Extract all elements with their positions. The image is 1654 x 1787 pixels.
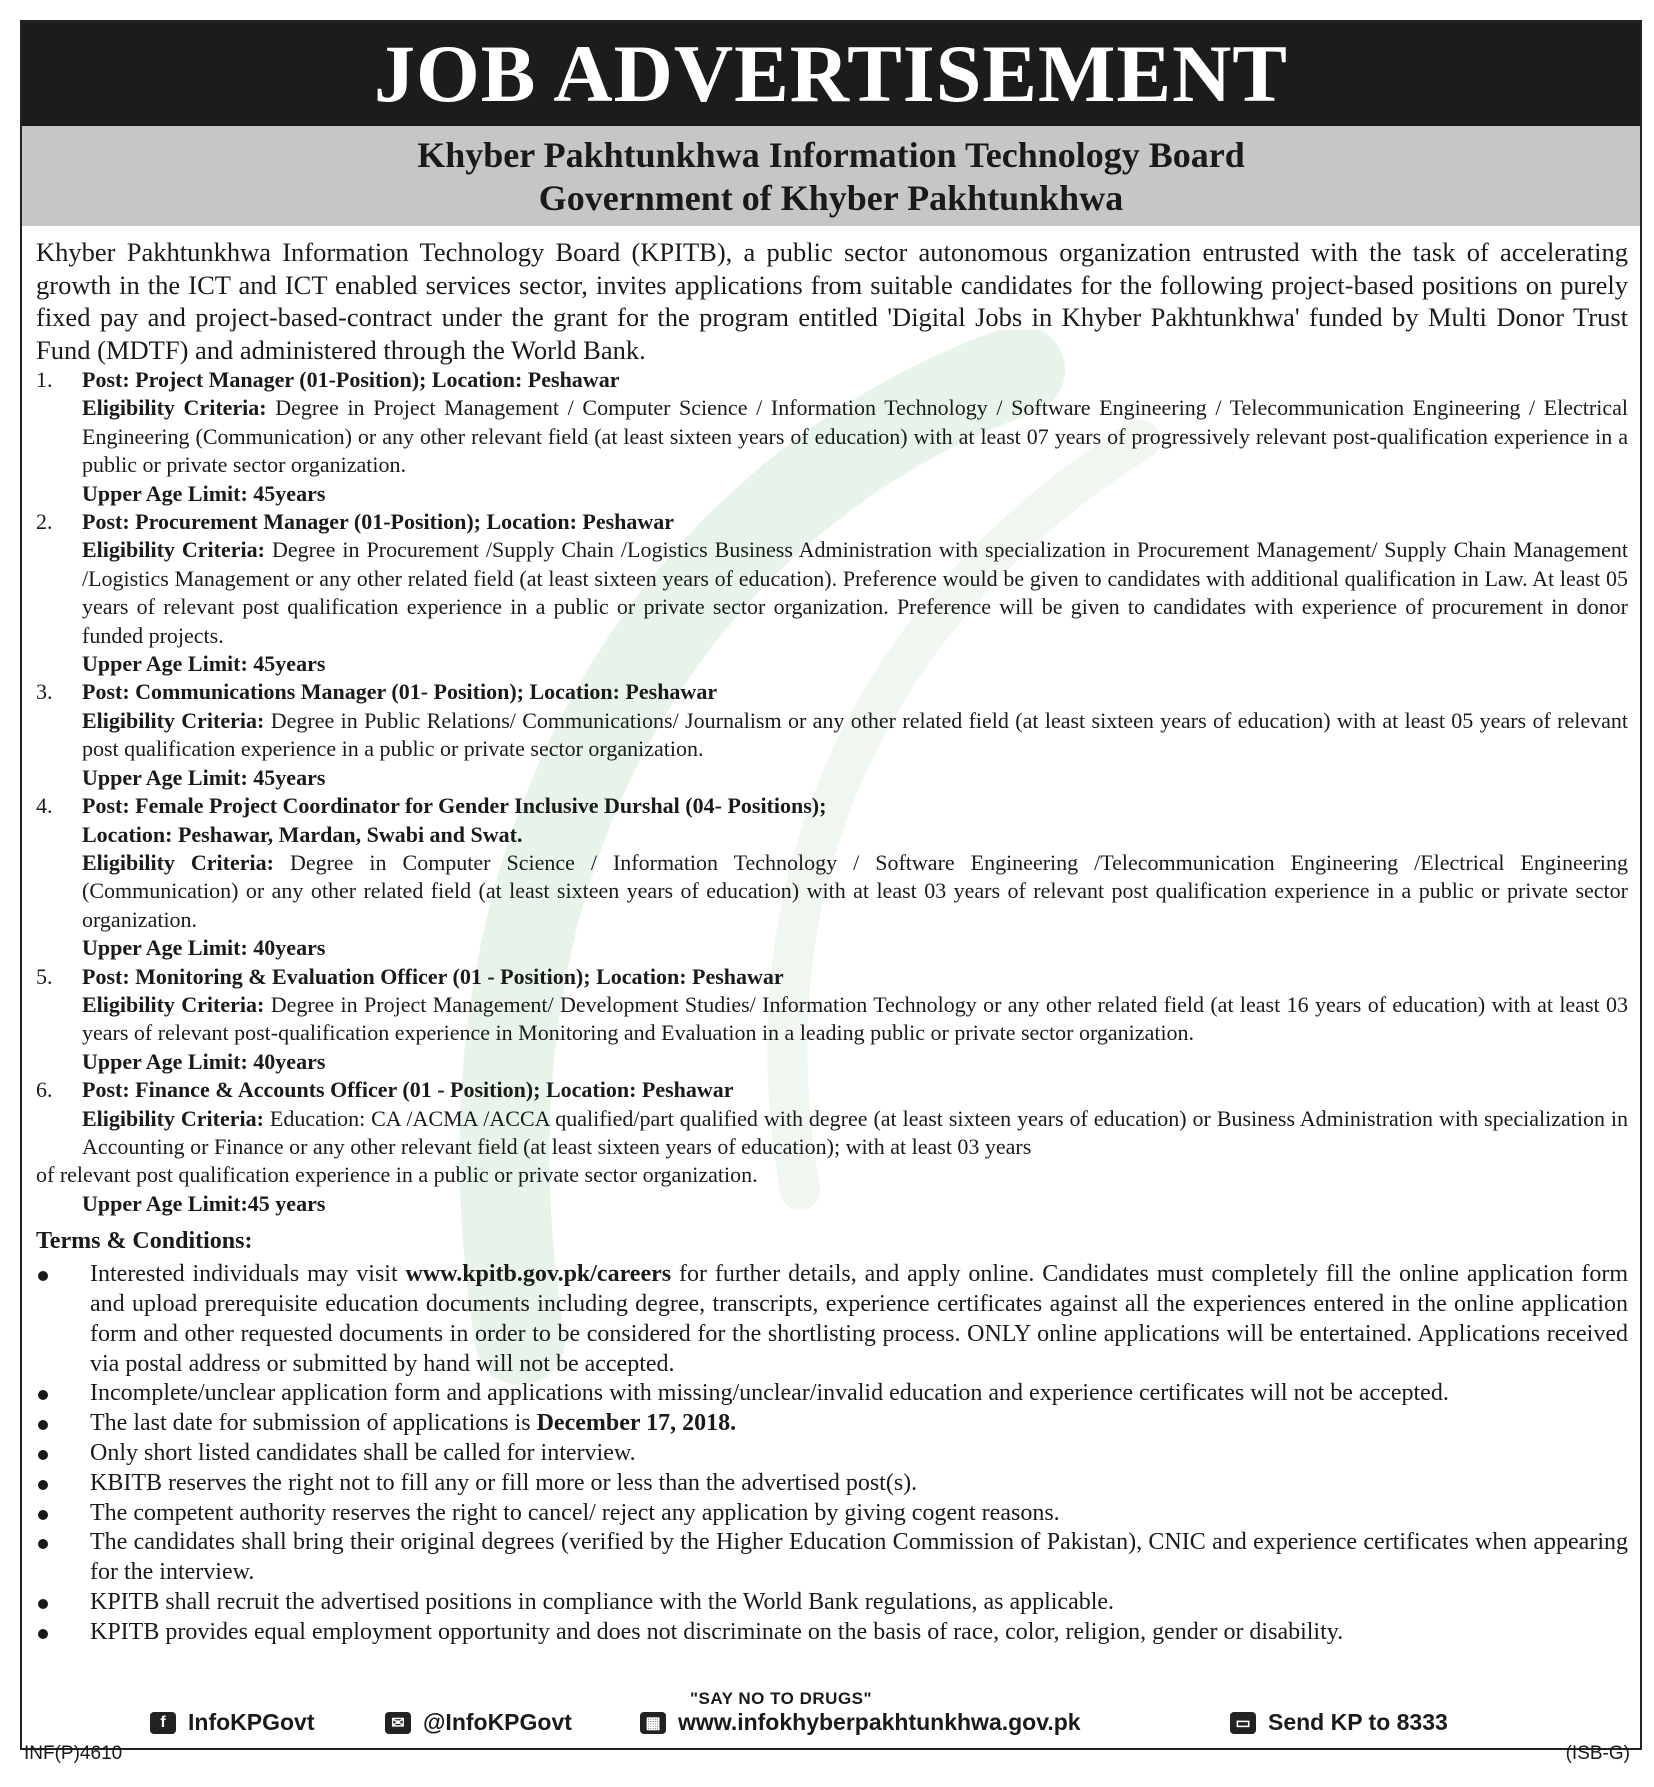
deadline-date: December 17, 2018. xyxy=(536,1410,737,1437)
criteria-text: Education: CA /ACMA /ACCA qualified/part qualified with degree (at least sixteen years of education) or Business Administration with specialization in Accounting or Finance or any other relevant field (at least sixteen years of education); with at least 03 years xyxy=(82,1105,1629,1159)
twitter-contact[interactable] xyxy=(385,1709,572,1736)
sms-text: Send KP to 8333 xyxy=(1268,1709,1448,1735)
bullet-icon xyxy=(38,1420,48,1430)
post-item xyxy=(36,963,1628,1077)
sms-icon: ▭ xyxy=(1230,1712,1256,1734)
post-title: Post: Procurement Manager (01-Position); Location: Peshawar xyxy=(82,509,675,535)
website-url: www.infokhyberpakhtunkhwa.gov.pk xyxy=(678,1709,1081,1735)
terms-text: KPITB shall recruit the advertised positions in compliance with the World Bank regulations, as applicable. xyxy=(90,1588,1115,1615)
intro-paragraph: Khyber Pakhtunkhwa Information Technology Board (KPITB), a public sector autonomous organization entrusted with the task of accelerating growth in the ICT and ICT enabled services sector, invites applications from suitable candidates for the following project-based positions on purely fixed pay and project-based-contract under the grant for the program entitled 'Digital Jobs in Khyber Pakhtunkhwa' funded by Multi Donor Trust Fund (MDTF) and administered through the World Bank. xyxy=(36,237,1628,365)
terms-item xyxy=(36,1528,1628,1588)
government-name: Government of Khyber Pakhtunkhwa xyxy=(538,178,1124,218)
post-number: 2. xyxy=(36,509,53,535)
post-number: 4. xyxy=(36,793,53,819)
terms-text: The competent authority reserves the right to cancel/ reject any application by giving cogent reasons. xyxy=(90,1499,1060,1526)
facebook-contact[interactable] xyxy=(150,1709,315,1736)
criteria-label: Eligibility Criteria: xyxy=(82,537,265,563)
terms-list xyxy=(36,1260,1628,1647)
terms-text: Only short listed candidates shall be called for interview. xyxy=(90,1439,636,1466)
criteria-label: Eligibility Criteria: xyxy=(82,1105,264,1131)
advertisement-body xyxy=(36,236,1628,1648)
twitter-icon: ✉ xyxy=(385,1712,411,1734)
post-age-limit: Upper Age Limit: 45years xyxy=(82,764,326,790)
terms-text: KBITB reserves the right not to fill any or fill more or less than the advertised post(s). xyxy=(90,1469,918,1496)
post-item xyxy=(36,508,1628,678)
globe-icon: ▦ xyxy=(640,1712,666,1734)
post-age-limit: Upper Age Limit: 40years xyxy=(82,935,326,961)
post-age-limit: Upper Age Limit:45 years xyxy=(82,1190,326,1216)
website-contact[interactable] xyxy=(640,1709,1081,1736)
bullet-icon xyxy=(38,1629,48,1639)
terms-item xyxy=(36,1379,1628,1409)
terms-item xyxy=(36,1588,1628,1618)
post-title-main: Post: Female Project Coordinator for Gender Inclusive Durshal xyxy=(82,793,680,819)
terms-item xyxy=(36,1409,1628,1439)
terms-text: Incomplete/unclear application form and applications with missing/unclear/invalid education and experience certificates will not be accepted. xyxy=(90,1380,1449,1407)
bullet-icon xyxy=(38,1539,48,1549)
criteria-text: Degree in Project Management / Computer Science / Information Technology / Software Engineering / Telecommunication Engineering / Electrical Engineering (Communication) or any other relevant field (at least sixteen years of education) with at least 07 years of progressively relevant post-qualification experience in a public or private sector organization. xyxy=(82,395,1629,478)
post-item xyxy=(36,1076,1628,1218)
post-criteria xyxy=(82,394,1628,479)
post-criteria-continued: of relevant post qualification experience in a public or private sector organization. xyxy=(36,1162,758,1188)
criteria-label: Eligibility Criteria: xyxy=(82,991,265,1017)
bullet-icon xyxy=(38,1599,48,1609)
criteria-text: Degree in Public Relations/ Communications/ Journalism or any other related field (at least sixteen years of education) with at least 05 years of relevant post qualification experience in a public or private sector organization. xyxy=(82,707,1629,762)
criteria-label: Eligibility Criteria: xyxy=(82,849,274,875)
post-title: Post: Monitoring & Evaluation Officer (01 - Position); Location: Peshawar xyxy=(82,963,784,989)
careers-link[interactable]: www.kpitb.gov.pk/careers xyxy=(405,1261,672,1288)
terms-item xyxy=(36,1260,1628,1379)
bullet-icon xyxy=(38,1271,48,1281)
criteria-text: Degree in Project Management/ Development Studies/ Information Technology or any other related field (at least 16 years of education) with at least 03 years of relevant post-qualification experience in Monitoring and Evaluation in a leading public or private sector organization. xyxy=(82,991,1628,1046)
post-location xyxy=(82,821,1628,849)
post-title xyxy=(82,792,1628,820)
inf-code: INF(P)4610 xyxy=(24,1743,123,1764)
organization-name: Khyber Pakhtunkhwa Information Technology Board xyxy=(417,135,1245,175)
post-criteria xyxy=(82,849,1628,934)
post-item xyxy=(36,792,1628,962)
post-age-limit: Upper Age Limit: 45years xyxy=(82,480,326,506)
post-criteria xyxy=(82,707,1628,764)
post-criteria xyxy=(82,1105,1628,1162)
criteria-text: Degree in Computer Science / Information Technology / Software Engineering /Telecommunication Engineering /Electrical Engineering (Communication) or any other related field (at least sixteen years of education) with at least 03 years of relevant post qualification experience in a public or private sector organization. xyxy=(82,849,1629,932)
post-title: Post: Finance & Accounts Officer (01 - Position); Location: Peshawar xyxy=(82,1077,734,1103)
slogan: "SAY NO TO DRUGS" xyxy=(690,1689,873,1708)
terms-heading: Terms & Conditions: xyxy=(36,1228,253,1255)
post-title: Post: Project Manager (01-Position); Location: Peshawar xyxy=(82,367,620,392)
terms-text: for further details, and apply online. Candidates must completely fill the online application form and upload prerequisite education documents including degree, transcripts, experience certificates against all the experiences entered in the online application form and other requested documents in order to be considered for the shortlisting process. ONLY online applications will be entertained. Applications received via postal address or submitted by hand will not be accepted. xyxy=(90,1261,1628,1377)
criteria-text: Degree in Procurement /Supply Chain /Logistics Business Administration with specialization in Procurement Management/ Supply Chain Management /Logistics Management or any other related field (at least sixteen years of education). Preference would be given to candidates with additional qualification in Law. At least 05 years of relevant post qualification experience in a public or private sector organization. Preference will be given to candidates with experience of procurement in donor funded projects. xyxy=(82,537,1629,648)
terms-text: The candidates shall bring their original degrees (verified by the Higher Education Commission of Pakistan), CNIC and experience certificates when appearing for the interview. xyxy=(90,1529,1628,1586)
post-criteria xyxy=(82,991,1628,1048)
bullet-icon xyxy=(38,1450,48,1460)
terms-text: Interested individuals may visit xyxy=(90,1261,406,1288)
location-label: Location: xyxy=(82,821,173,847)
post-number: 3. xyxy=(36,679,53,705)
terms-item xyxy=(36,1499,1628,1529)
page-title: JOB ADVERTISEMENT xyxy=(373,28,1289,119)
post-age-limit: Upper Age Limit: 40years xyxy=(82,1048,326,1074)
post-item xyxy=(36,678,1628,792)
criteria-label: Eligibility Criteria: xyxy=(82,395,267,421)
post-number: 1. xyxy=(36,367,53,392)
terms-item xyxy=(36,1439,1628,1469)
sms-contact xyxy=(1230,1709,1448,1736)
bullet-icon xyxy=(38,1390,48,1400)
facebook-icon: f xyxy=(150,1712,176,1734)
terms-item xyxy=(36,1618,1628,1648)
twitter-handle: @InfoKPGovt xyxy=(423,1709,572,1735)
region-code: (ISB-G) xyxy=(1565,1743,1630,1764)
post-number: 6. xyxy=(36,1077,53,1103)
terms-item xyxy=(36,1469,1628,1499)
facebook-handle: InfoKPGovt xyxy=(188,1709,315,1735)
post-item xyxy=(36,366,1628,508)
terms-text: KPITB provides equal employment opportunity and does not discriminate on the basis of race, color, religion, gender or disability. xyxy=(90,1618,1344,1645)
bullet-icon xyxy=(38,1480,48,1490)
header-banner xyxy=(22,22,1640,126)
post-title: Post: Communications Manager (01- Position); Location: Peshawar xyxy=(82,679,718,705)
post-title-positions: (04- Positions); xyxy=(679,793,827,819)
post-age-limit: Upper Age Limit: 45years xyxy=(82,651,326,677)
criteria-label: Eligibility Criteria: xyxy=(82,707,265,733)
post-number: 5. xyxy=(36,963,53,989)
organization-banner xyxy=(22,126,1640,226)
bullet-icon xyxy=(38,1510,48,1520)
post-criteria xyxy=(82,536,1628,650)
location-text: Peshawar, Mardan, Swabi and Swat. xyxy=(177,821,523,847)
terms-text: The last date for submission of applications is xyxy=(90,1410,537,1437)
